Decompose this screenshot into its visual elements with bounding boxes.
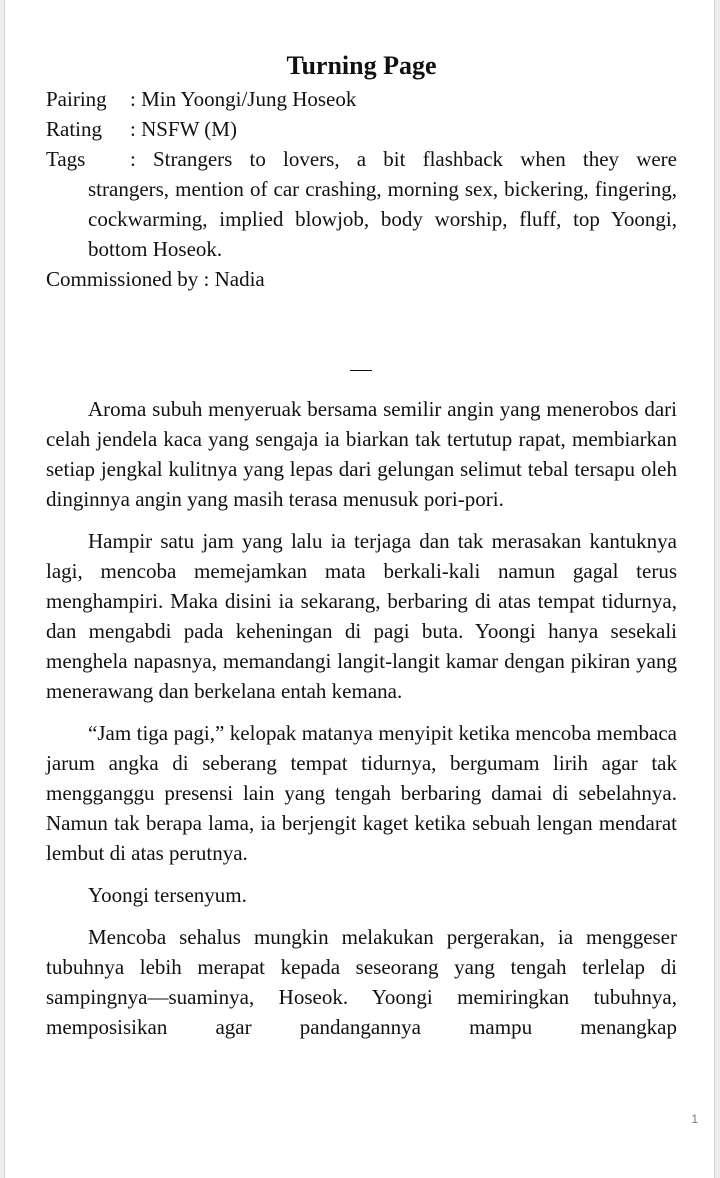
section-separator bbox=[350, 370, 372, 371]
paragraph: “Jam tiga pagi,” kelopak matanya menyipit ketika mencoba membaca jarum angka di seberang tempat tidurnya, bergumam lirih agar tak mengganggu presensi lain yang tengah berbaring damai di sebelahnya. Namun tak berapa lama, ia berjengit kaget ketika sebuah lengan mendarat lembut di atas perutnya. bbox=[46, 721, 677, 865]
pairing-row bbox=[46, 84, 677, 114]
rating-label: Rating bbox=[46, 117, 102, 141]
paragraph: Aroma subuh menyeruak bersama semilir angin yang menerobos dari celah jendela kaca yang sengaja ia biarkan tak tertutup rapat, membiarkan setiap jengkal kulitnya yang lepas dari gelungan selimut tebal tersapu oleh dinginnya angin yang masih terasa menusuk pori-pori. bbox=[46, 397, 677, 511]
paragraph: Hampir satu jam yang lalu ia terjaga dan tak merasakan kantuknya lagi, mencoba memejamkan mata berkali-kali namun gagal terus menghampiri. Maka disini ia sekarang, berbaring di atas tempat tidurnya, dan mengabdi pada keheningan di pagi buta. Yoongi hanya sesekali menghela napasnya, memandangi langit-langit kamar dengan pikiran yang menerawang dan berkelana entah kemana. bbox=[46, 529, 677, 703]
page-number: 1 bbox=[691, 1112, 698, 1126]
pairing-value: : Min Yoongi/Jung Hoseok bbox=[130, 87, 357, 111]
section-separator-area bbox=[46, 294, 677, 394]
paragraph: Yoongi tersenyum. bbox=[88, 883, 247, 907]
tags-value-continued: strangers, mention of car crashing, morning sex, bickering, fingering, cockwarming, implied blowjob, body worship, fluff, top Yoongi, bottom Hoseok. bbox=[88, 177, 677, 261]
document-page bbox=[4, 0, 715, 1178]
page-content bbox=[46, 48, 677, 1054]
commissioned-by: Commissioned by : Nadia bbox=[46, 267, 265, 291]
tags-row bbox=[46, 144, 677, 264]
document-title: Turning Page bbox=[286, 51, 437, 80]
story-metadata bbox=[46, 84, 677, 294]
paragraph: Mencoba sehalus mungkin melakukan pergerakan, ia menggeser tubuhnya lebih merapat kepada seseorang yang tengah terlelap di sampingnya—suaminya, Hoseok. Yoongi memiringkan tubuhnya, memposisikan agar pandangannya mampu menangkap bbox=[46, 925, 677, 1039]
tags-label: Tags bbox=[46, 147, 86, 171]
rating-row bbox=[46, 114, 677, 144]
pairing-label: Pairing bbox=[46, 87, 107, 111]
tags-value-first-line: : Strangers to lovers, a bit flashback when they were bbox=[130, 147, 677, 171]
rating-value: : NSFW (M) bbox=[130, 117, 237, 141]
